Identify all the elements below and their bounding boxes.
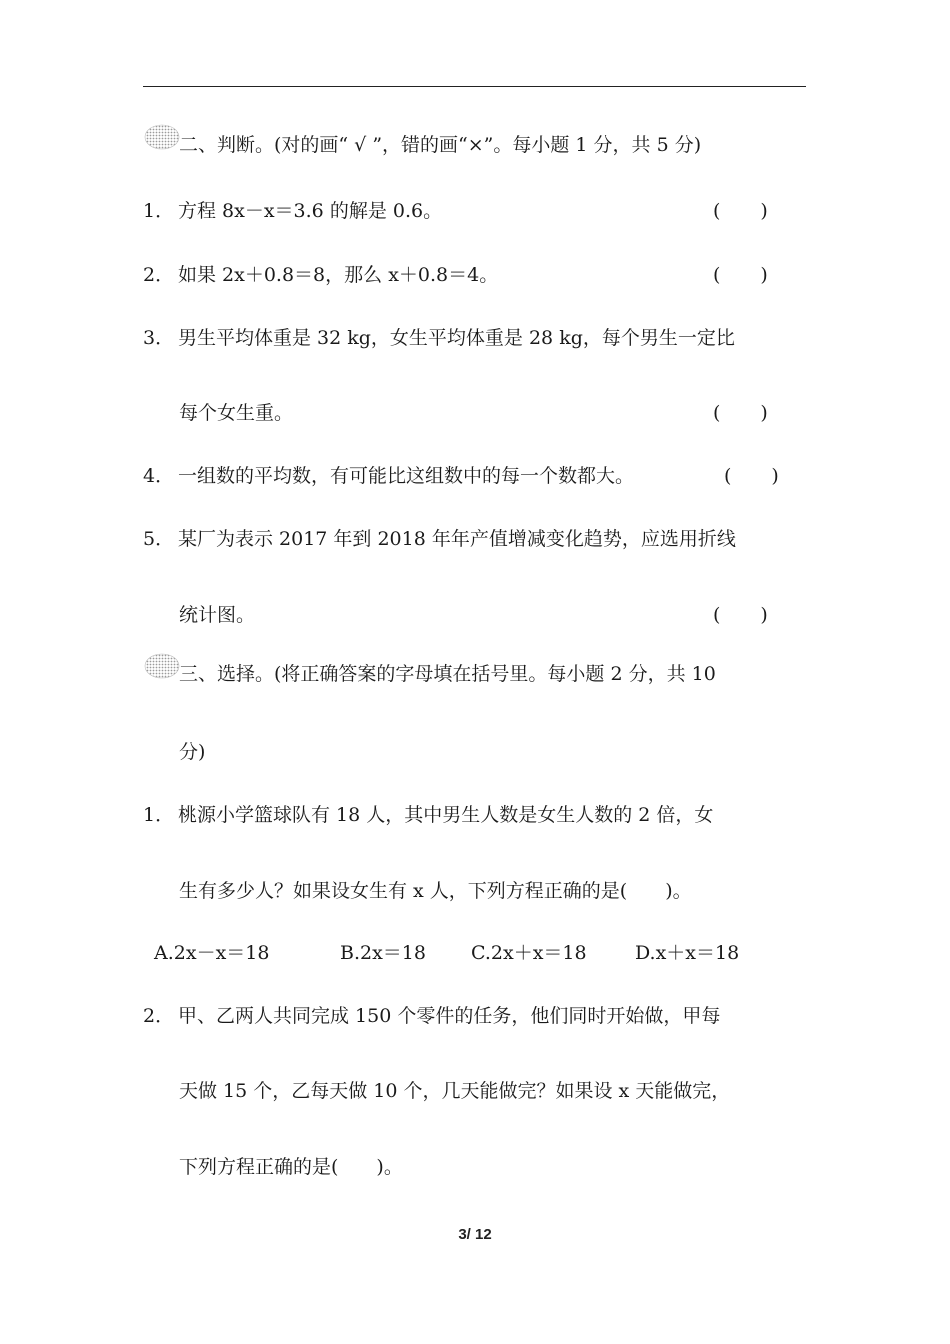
judge-item-5: [143, 526, 736, 552]
section-decoration-icon: [143, 651, 181, 681]
judge-item-3: [143, 325, 735, 351]
choice-item-2-line2: 天做 15 个，乙每天做 10 个，几天能做完？如果设 x 天能做完，: [179, 1080, 731, 1102]
item-text-line1: 甲、乙两人共同完成 150 个零件的任务，他们同时开始做，甲每: [178, 1005, 721, 1027]
header-rule: [143, 86, 806, 87]
section-title-choice-line2: 分): [179, 741, 206, 763]
choice-item-2-line3: 下列方程正确的是( )。: [179, 1156, 403, 1178]
item-number: 4．: [143, 465, 175, 487]
section-decoration-icon: [143, 122, 181, 152]
judge-item-2: [143, 262, 498, 288]
judge-item-1: [143, 198, 442, 224]
page-number: 3/ 12: [458, 1226, 492, 1243]
item-text: 一组数的平均数，有可能比这组数中的每一个数都大。: [178, 465, 635, 487]
item-number: 1．: [143, 200, 175, 222]
answer-blank-judge-5[interactable]: ( ): [713, 604, 768, 626]
judge-item-3-line2: 每个女生重。: [179, 402, 294, 424]
option-d[interactable]: D.x＋x＝18: [635, 942, 740, 964]
item-number: 2．: [143, 1005, 175, 1027]
answer-blank-judge-3[interactable]: ( ): [713, 402, 768, 424]
judge-item-4: [143, 463, 634, 489]
item-text-line1: 桃源小学篮球队有 18 人，其中男生人数是女生人数的 2 倍，女: [178, 804, 714, 826]
option-b[interactable]: B.2x＝18: [340, 942, 426, 964]
option-a[interactable]: A.2x－x＝18: [154, 942, 270, 964]
choice-item-2: [143, 1003, 720, 1029]
section-title-choice: 三、选择。(将正确答案的字母填在括号里。每小题 2 分，共 10: [179, 663, 716, 685]
answer-blank-judge-4[interactable]: ( ): [724, 465, 779, 487]
item-text-line1: 男生平均体重是 32 kg，女生平均体重是 28 kg，每个男生一定比: [178, 327, 735, 349]
answer-blank-judge-2[interactable]: ( ): [713, 264, 768, 286]
item-number: 2．: [143, 264, 175, 286]
option-c[interactable]: C.2x＋x＝18: [471, 942, 587, 964]
choice-item-1-line2: 生有多少人？如果设女生有 x 人，下列方程正确的是( )。: [179, 880, 692, 902]
judge-item-5-line2: 统计图。: [179, 604, 256, 626]
answer-blank-judge-1[interactable]: ( ): [713, 200, 768, 222]
item-text-line1: 某厂为表示 2017 年到 2018 年年产值增减变化趋势，应选用折线: [178, 528, 736, 550]
item-number: 5．: [143, 528, 175, 550]
item-number: 3．: [143, 327, 175, 349]
choice-item-1: [143, 802, 713, 828]
section-title-judge: 二、判断。(对的画“ √ ”，错的画“×”。每小题 1 分，共 5 分): [179, 134, 702, 156]
item-text: 如果 2x＋0.8＝8，那么 x＋0.8＝4。: [178, 264, 499, 286]
item-text: 方程 8x－x＝3.6 的解是 0.6。: [178, 200, 443, 222]
item-number: 1．: [143, 804, 175, 826]
